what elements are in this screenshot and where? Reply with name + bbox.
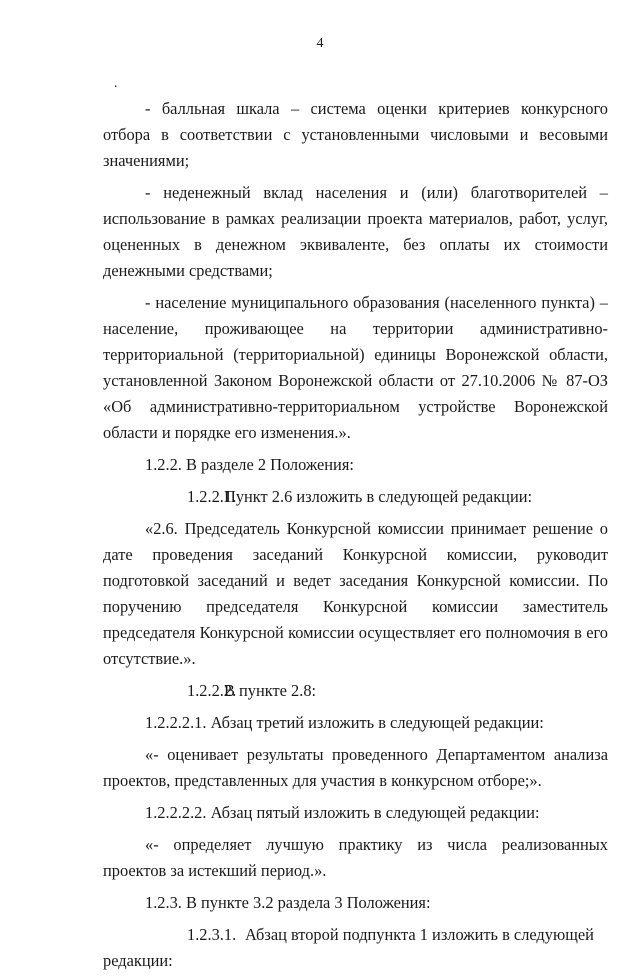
item-number: 1.2.2.1. — [187, 487, 237, 506]
paragraph-1-2-2-2-1: 1.2.2.2.1. Абзац третий изложить в следующей редакции: — [145, 713, 544, 732]
item-number: 1.2.3.1. — [187, 925, 237, 944]
paragraph-ballnaya-shkala: - балльная шкала – система оценки критериев конкурсного отбора в соответствии с установленными числовыми и весовыми значениями; — [103, 99, 608, 170]
document-body — [103, 96, 608, 980]
paragraph-1-2-2-2-2: 1.2.2.2.2. Абзац пятый изложить в следующей редакции: — [145, 803, 540, 822]
stray-mark: . — [114, 76, 118, 91]
item-text: Абзац второй подпункта 1 изложить в следующей редакции: — [103, 925, 594, 970]
paragraph-quote-2-6: «2.6. Председатель Конкурсной комиссии принимает решение о дате проведения заседаний Конкурсной комиссии, руководит подготовкой заседаний и ведет заседания Конкурсной комиссии. По поручению председателя Конкурсной комиссии заместитель председателя Конкурсной комиссии осуществляет его полномочия в его отсутствие.». — [103, 519, 608, 668]
item-text: В пункте 2.8: — [224, 681, 317, 700]
paragraph-1-2-2: 1.2.2. В разделе 2 Положения: — [145, 455, 354, 474]
page-number: 4 — [316, 36, 324, 51]
paragraph-nedenezhnyi-vklad: - неденежный вклад населения и (или) благотворителей – использование в рамках реализации проекта материалов, работ, услуг, оцененных в денежном эквиваленте, без оплаты их стоимости денежными средствами; — [103, 183, 608, 280]
paragraph-quote-opredelyaet: «- определяет лучшую практику из числа реализованных проектов за истекший период.». — [103, 835, 608, 880]
paragraph-1-2-3-1 — [103, 922, 608, 974]
paragraph-naselenie: - население муниципального образования (населенного пункта) – население, проживающее на территории административно-территориальной (территориальной) единицы Воронежской области, установленной Законом Воронежской области от 27.10.2006 № 87-ОЗ «Об административно-территориальном устройстве Воронежской области и порядке его изменения.». — [103, 293, 608, 442]
item-number: 1.2.2.2. — [187, 681, 237, 700]
paragraph-1-2-3: 1.2.3. В пункте 3.2 раздела 3 Положения: — [145, 893, 431, 912]
item-text: Пункт 2.6 изложить в следующей редакции: — [224, 487, 533, 506]
paragraph-1-2-2-1 — [103, 484, 608, 510]
paragraph-1-2-2-2 — [103, 678, 608, 704]
paragraph-quote-otsenivaet: «- оценивает результаты проведенного Департаментом анализа проектов, представленных для участия в конкурсном отборе;». — [103, 745, 608, 790]
